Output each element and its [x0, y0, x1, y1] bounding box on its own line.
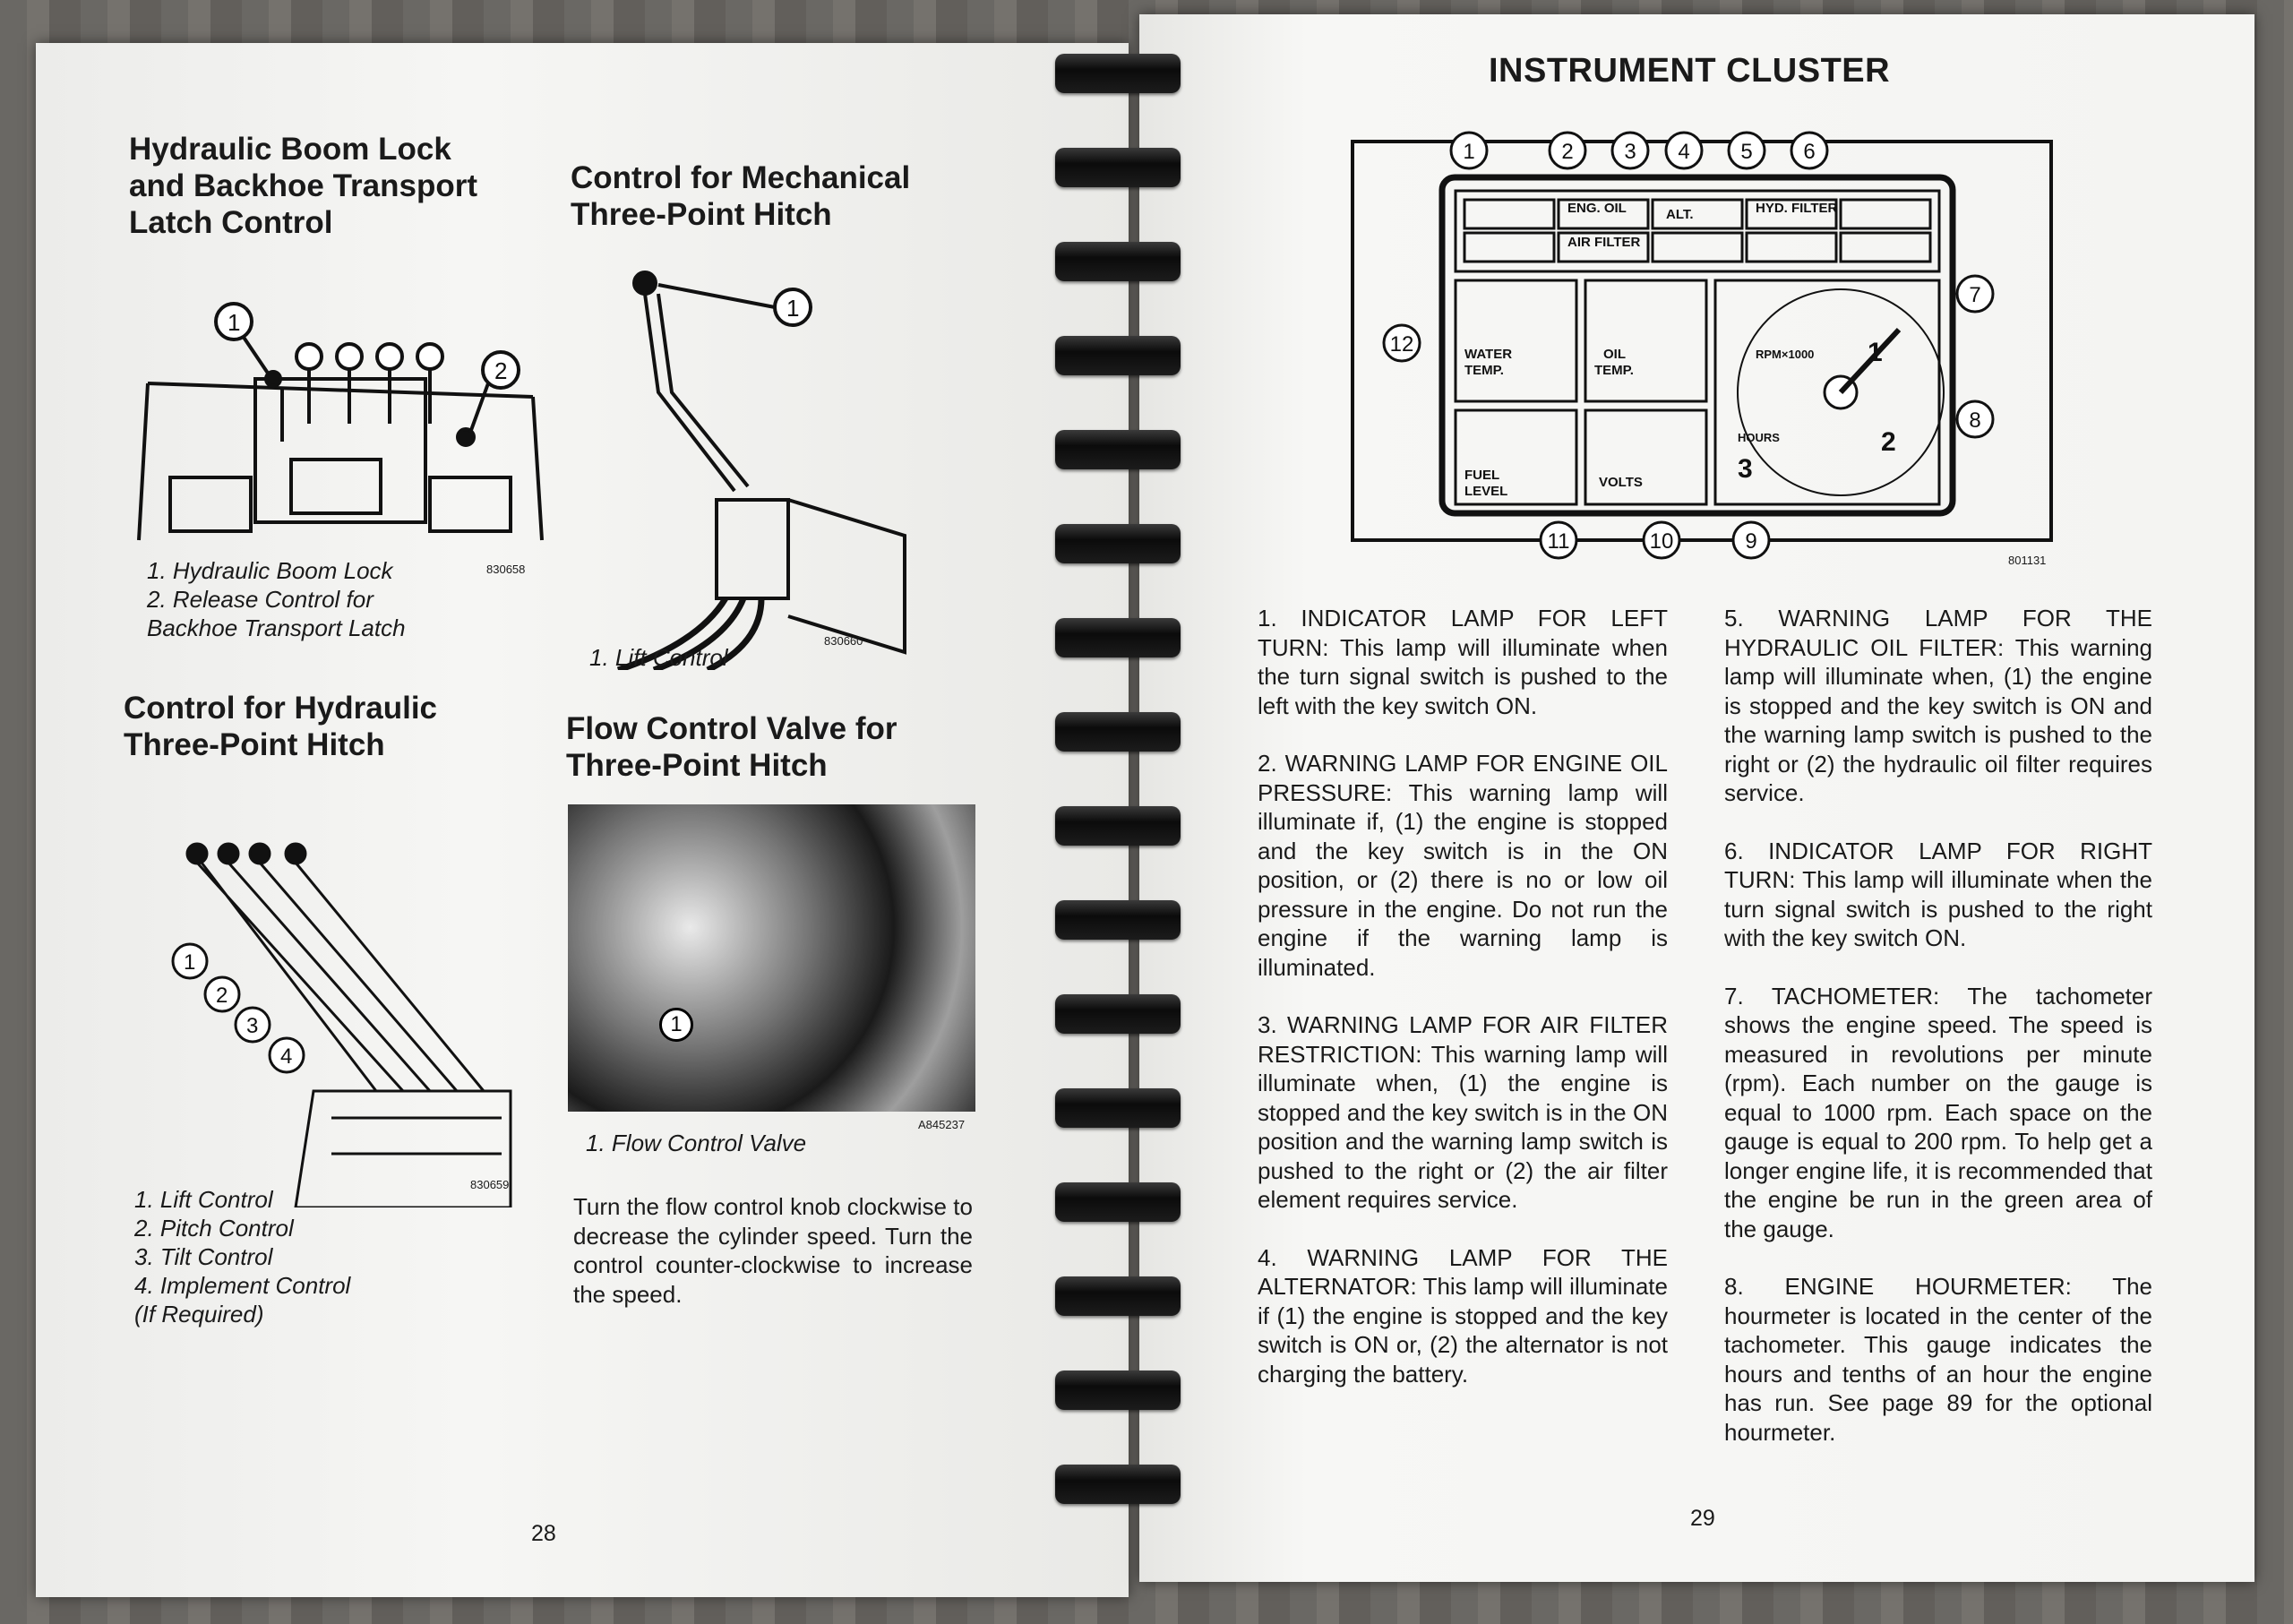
caption: 1. Flow Control Valve [586, 1130, 807, 1156]
item-hyd-filter: 5. WARNING LAMP FOR THE HYDRAULIC OIL FILTER: This warning lamp will illuminate when, (1) the engine is stopped and the key switch is ON and the warning lamp switch is pushed to the right or (2) the hydraulic oil filter requires service. [1724, 605, 2152, 806]
binding-ring [1055, 900, 1181, 940]
boom-lock-diagram [130, 253, 551, 558]
binding-ring [1055, 1088, 1181, 1128]
svg-text:2: 2 [494, 357, 508, 384]
item-alternator: 4. WARNING LAMP FOR THE ALTERNATOR: This lamp will illuminate if (1) the engine is stopped and the key switch is ON or, (2) the alternator is not charging the battery. [1258, 1243, 1668, 1388]
heading-flow-control [566, 710, 897, 784]
binding-ring [1055, 618, 1181, 657]
svg-text:1: 1 [228, 309, 241, 336]
binding-ring [1055, 148, 1181, 187]
svg-text:2: 2 [216, 984, 228, 1008]
caption: 4. Implement Control [134, 1272, 351, 1299]
figure-code: 830659 [470, 1178, 510, 1191]
heading-line: Flow Control Valve for [566, 711, 897, 746]
figure-code: A845237 [918, 1118, 966, 1131]
svg-text:1: 1 [786, 295, 800, 322]
binding-ring [1055, 54, 1181, 93]
svg-text:1: 1 [1463, 140, 1475, 164]
heading-hydraulic-hitch [124, 690, 437, 763]
svg-text:RPM×1000: RPM×1000 [1756, 348, 1815, 361]
svg-text:WATER: WATER [1464, 347, 1513, 362]
svg-text:ALT.: ALT. [1666, 207, 1694, 222]
svg-text:6: 6 [1803, 140, 1816, 164]
figure-code: 830658 [486, 563, 526, 576]
caption: 2. Release Control for [147, 586, 374, 613]
binding-ring [1055, 336, 1181, 375]
binding-ring [1055, 1276, 1181, 1316]
svg-text:12: 12 [1389, 332, 1414, 357]
binding-ring [1055, 994, 1181, 1034]
caption: Backhoe Transport Latch [147, 614, 406, 641]
svg-text:4: 4 [280, 1044, 293, 1069]
left-page [36, 43, 1129, 1597]
svg-text:7: 7 [1969, 283, 1981, 307]
heading-line: Latch Control [129, 205, 333, 240]
hydraulic-hitch-captions [134, 1185, 350, 1328]
binding-ring [1055, 806, 1181, 846]
svg-text:11: 11 [1547, 529, 1570, 554]
svg-text:HOURS: HOURS [1738, 431, 1780, 444]
mechanical-hitch-diagram [582, 258, 923, 670]
item-air-filter: 3. WARNING LAMP FOR AIR FILTER RESTRICTION: This warning lamp will illuminate when, (1) the engine is stopped and the key switch is in the ON position and the warning lamp switch is pushed to the right or (2) the air filter element requires service. [1258, 1011, 1668, 1213]
item-oil-pressure: 2. WARNING LAMP FOR ENGINE OIL PRESSURE: This warning lamp will illuminate if, (1) the engine is stopped and the key switch is in the ON position, or (2) there is no or low oil pressure in the engine. Do not run the engine if the warning lamp is illuminated. [1258, 750, 1668, 981]
svg-text:VOLTS: VOLTS [1599, 475, 1643, 490]
svg-text:3: 3 [1738, 454, 1753, 484]
heading-line: Three-Point Hitch [124, 727, 385, 762]
instrument-cluster-diagram [1344, 124, 2060, 571]
binding-ring [1055, 712, 1181, 752]
svg-text:LEVEL: LEVEL [1464, 484, 1508, 499]
binding-ring [1055, 1371, 1181, 1410]
svg-text:3: 3 [246, 1014, 259, 1038]
svg-text:8: 8 [1969, 408, 1981, 433]
heading-mechanical-hitch [571, 159, 910, 233]
svg-text:1: 1 [1868, 338, 1883, 367]
item-hourmeter: 8. ENGINE HOURMETER: The hourmeter is located in the center of the tachometer. This gauge indicates the hours and tenths of an hour the engine has run. See page 89 for the optional hourmeter. [1724, 1273, 2152, 1446]
heading-line: and Backhoe Transport [129, 168, 477, 203]
heading-line: Hydraulic Boom Lock [129, 132, 451, 167]
page-number: 28 [531, 1521, 556, 1546]
svg-text:2: 2 [1561, 140, 1574, 164]
svg-text:2: 2 [1881, 427, 1896, 457]
caption: 3. Tilt Control [134, 1243, 273, 1270]
page-number: 29 [1690, 1506, 1715, 1531]
text-column-2 [1724, 604, 2152, 1475]
binding-ring [1055, 242, 1181, 281]
text-column-1 [1258, 604, 1668, 1417]
svg-text:AIR FILTER: AIR FILTER [1567, 235, 1641, 250]
binding-ring [1055, 1182, 1181, 1222]
heading-line: Three-Point Hitch [571, 197, 832, 232]
figure-code: 801131 [2008, 554, 2047, 567]
binding-ring [1055, 1465, 1181, 1504]
callout: 1 [659, 1008, 693, 1042]
page-title: INSTRUMENT CLUSTER [1489, 52, 1891, 90]
heading-line: Control for Hydraulic [124, 691, 438, 726]
svg-text:ENG. OIL: ENG. OIL [1567, 201, 1627, 216]
heading-line: Three-Point Hitch [566, 748, 828, 783]
caption: 1. Hydraulic Boom Lock [147, 557, 393, 584]
item-right-turn: 6. INDICATOR LAMP FOR RIGHT TURN: This lamp will illuminate when the turn signal switch is pushed to the right with the key switch ON. [1724, 837, 2152, 951]
svg-text:3: 3 [1624, 140, 1636, 164]
binding-ring [1055, 430, 1181, 469]
svg-text:4: 4 [1678, 140, 1690, 164]
svg-text:TEMP.: TEMP. [1464, 363, 1504, 378]
caption: 1. Lift Control [134, 1186, 273, 1213]
right-page [1139, 14, 2254, 1582]
hydraulic-hitch-diagram [125, 795, 520, 1207]
svg-text:FUEL: FUEL [1464, 468, 1500, 483]
caption: (If Required) [134, 1301, 264, 1328]
svg-text:9: 9 [1745, 529, 1757, 554]
svg-text:TEMP.: TEMP. [1594, 363, 1634, 378]
caption: 1. Lift Control [589, 644, 728, 671]
flow-control-text: Turn the flow control knob clockwise to decrease the cylinder speed. Turn the control counter-clockwise to increase the speed. [573, 1193, 973, 1308]
heading-line: Control for Mechanical [571, 160, 911, 195]
item-left-turn: 1. INDICATOR LAMP FOR LEFT TURN: This lamp will illuminate when the turn signal switch is pushed to the left with the key switch ON. [1258, 605, 1668, 719]
svg-text:5: 5 [1740, 140, 1753, 164]
boom-lock-captions [147, 556, 406, 642]
flow-control-photo [568, 804, 975, 1112]
svg-text:10: 10 [1649, 529, 1674, 554]
caption: 2. Pitch Control [134, 1215, 294, 1242]
binding-ring [1055, 524, 1181, 563]
heading-boom-lock [129, 131, 477, 241]
svg-text:1: 1 [184, 950, 196, 975]
svg-text:HYD. FILTER: HYD. FILTER [1756, 201, 1838, 216]
item-tachometer: 7. TACHOMETER: The tachometer shows the engine speed. The speed is measured in revolutions per minute (rpm). Each number on the gauge is equal to 1000 rpm. Each space on the gauge is equal to 200 rpm. To help get a longer engine life, it is recommended that the engine be run in the green area of the gauge. [1724, 982, 2152, 1242]
svg-text:OIL: OIL [1603, 347, 1626, 362]
figure-code: 830660 [824, 634, 863, 648]
